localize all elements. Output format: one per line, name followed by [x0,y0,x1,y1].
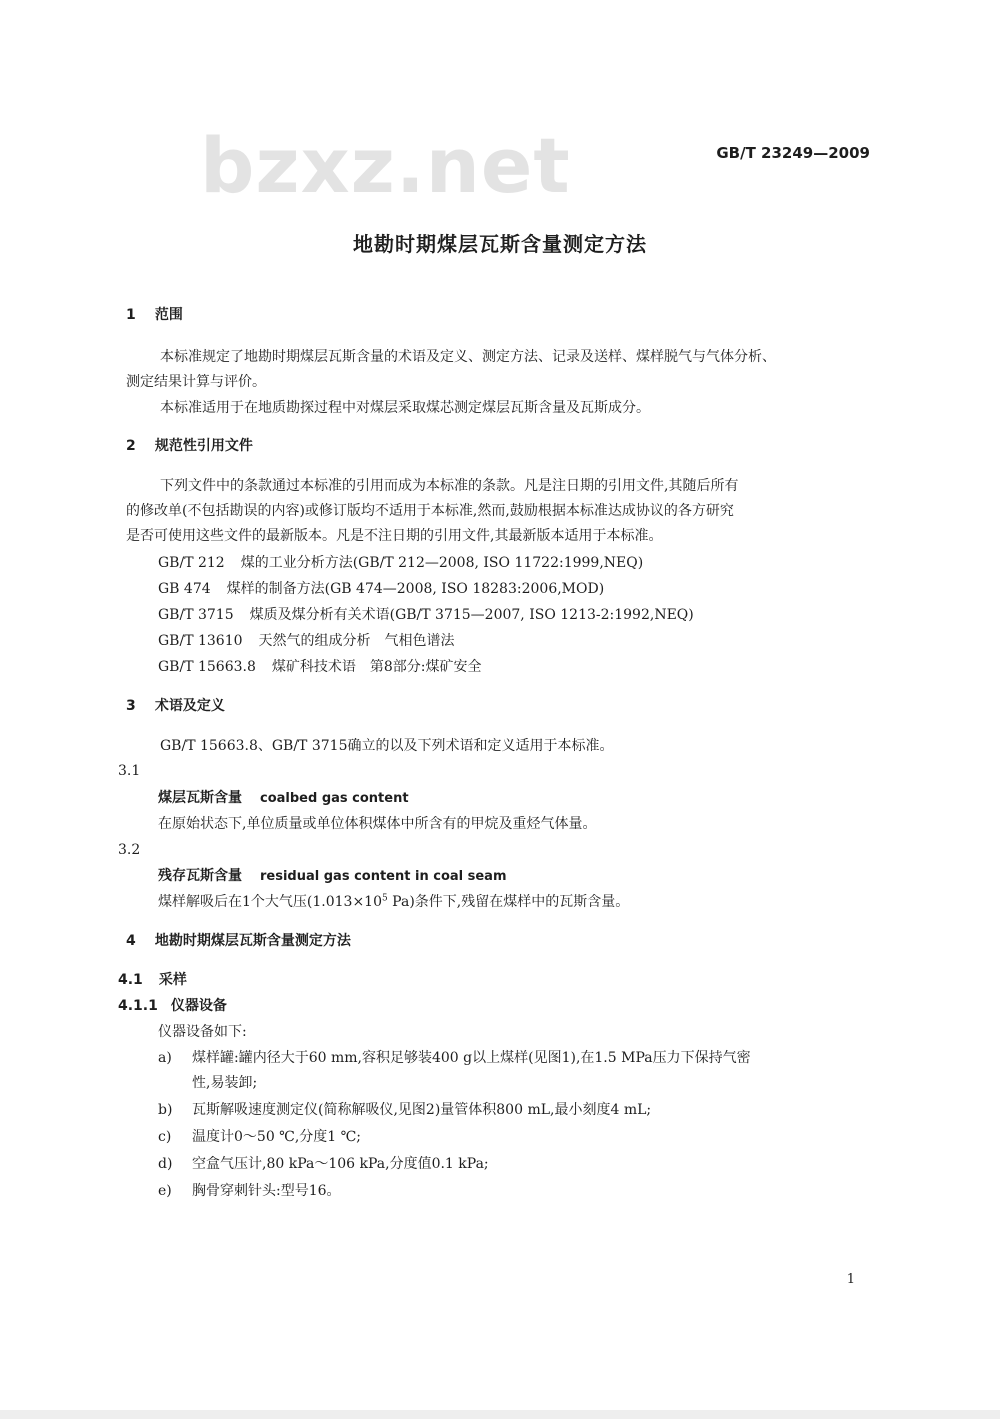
term-name-zh: 残存瓦斯含量 [158,868,242,884]
reference-text: 煤的工业分析方法(GB/T 212—2008, ISO 11722:1999,NEQ) [240,555,644,571]
section-title: 采样 [158,972,187,988]
list-item-text-continued: 性,易装卸; [192,1075,258,1091]
list-item-text: 温度计0～50 ℃,分度1 ℃; [192,1129,362,1145]
list-marker: e) [158,1183,172,1199]
term-heading [158,786,409,811]
section-number: 2 [126,438,136,454]
reference-item [158,629,455,653]
section-number: 1 [126,307,136,323]
section-number: 4.1 [118,972,143,988]
sec2-para-line3: 是否可使用这些文件的最新版本。凡是不注日期的引用文件,其最新版本适用于本标准。 [126,528,663,544]
reference-code: GB/T 212 [158,555,225,571]
superscript-exponent: 5 [382,893,388,904]
list-item-text: 煤样罐:罐内径大于60 mm,容积足够装400 g以上煤样(见图1),在1.5 MPa压力下保持气密 [192,1050,751,1066]
equipment-list-item [158,1125,878,1150]
list-marker: d) [158,1156,173,1172]
reference-text: 煤矿科技术语 第8部分:煤矿安全 [271,659,482,675]
term-name-en: residual gas content in coal seam [260,869,507,884]
list-item-text: 胸骨穿刺针头:型号16。 [192,1183,341,1199]
reference-item [158,603,694,627]
reference-code: GB/T 13610 [158,633,243,649]
reference-text: 煤样的制备方法(GB 474—2008, ISO 18283:2006,MOD) [226,581,605,597]
section-2-heading [126,434,253,458]
term-definition [158,889,629,915]
standard-code: GB/T 23249—2009 [716,144,870,162]
sec2-para-line2: 的修改单(不包括勘误的内容)或修订版均不适用于本标准,然而,鼓励根据本标准达成协议的各方研究 [126,503,734,519]
reference-item [158,577,604,601]
section-4-heading [126,929,351,953]
section-title: 地勘时期煤层瓦斯含量测定方法 [154,933,351,949]
term-heading [158,864,507,889]
page-number: 1 [846,1272,855,1287]
reference-code: GB/T 3715 [158,607,234,623]
equipment-list-item [158,1098,878,1123]
sec1-para2: 本标准适用于在地质勘探过程中对煤层采取煤芯测定煤层瓦斯含量及瓦斯成分。 [160,400,650,416]
subsection-4-1-1-heading [118,994,227,1018]
term-number: 3.1 [118,763,141,779]
section-3-heading [126,694,225,718]
term-definition: 在原始状态下,单位质量或单位体积煤体中所含有的甲烷及重烃气体量。 [158,816,597,832]
equipment-list-item [158,1046,878,1096]
section-title: 范围 [154,307,183,323]
subsection-4-1-heading [118,968,187,992]
page-bottom-edge [0,1410,1000,1419]
term-name-en: coalbed gas content [260,791,409,806]
equipment-intro: 仪器设备如下: [158,1024,247,1040]
equipment-list-item [158,1179,878,1204]
list-marker: a) [158,1050,172,1066]
list-item-text: 瓦斯解吸速度测定仪(简称解吸仪,见图2)量管体积800 mL,最小刻度4 mL; [192,1102,652,1118]
reference-code: GB 474 [158,581,211,597]
reference-text: 煤质及煤分析有关术语(GB/T 3715—2007, ISO 1213-2:1992,NEQ) [249,607,694,623]
term-number: 3.2 [118,842,141,858]
section-1-heading [126,303,183,327]
list-marker: c) [158,1129,172,1145]
document-title: 地勘时期煤层瓦斯含量测定方法 [353,232,647,256]
term-definition-part: 煤样解吸后在1个大气压(1.013×10 [158,894,382,910]
list-item-text: 空盒气压计,80 kPa～106 kPa,分度值0.1 kPa; [192,1156,489,1172]
reference-code: GB/T 15663.8 [158,659,256,675]
sec1-para1-line2: 测定结果计算与评价。 [126,374,266,390]
reference-item [158,551,643,575]
sec1-para1-line1: 本标准规定了地勘时期煤层瓦斯含量的术语及定义、测定方法、记录及送样、煤样脱气与气体分析、 [160,349,776,365]
section-number: 4.1.1 [118,998,158,1014]
section-number: 3 [126,698,136,714]
reference-item [158,655,482,679]
term-definition-part: Pa)条件下,残留在煤样中的瓦斯含量。 [387,894,630,910]
sec2-para-line1: 下列文件中的条款通过本标准的引用而成为本标准的条款。凡是注日期的引用文件,其随后所有 [160,478,739,494]
equipment-list-item [158,1152,878,1177]
term-name-zh: 煤层瓦斯含量 [158,790,242,806]
section-number: 4 [126,933,136,949]
watermark: bzxz.net [200,121,571,210]
sec3-intro: GB/T 15663.8、GB/T 3715确立的以及下列术语和定义适用于本标准。 [160,738,614,754]
section-title: 术语及定义 [154,698,225,714]
section-title: 规范性引用文件 [154,438,253,454]
reference-text: 天然气的组成分析 气相色谱法 [258,633,455,649]
section-title: 仪器设备 [170,998,227,1014]
list-marker: b) [158,1102,173,1118]
